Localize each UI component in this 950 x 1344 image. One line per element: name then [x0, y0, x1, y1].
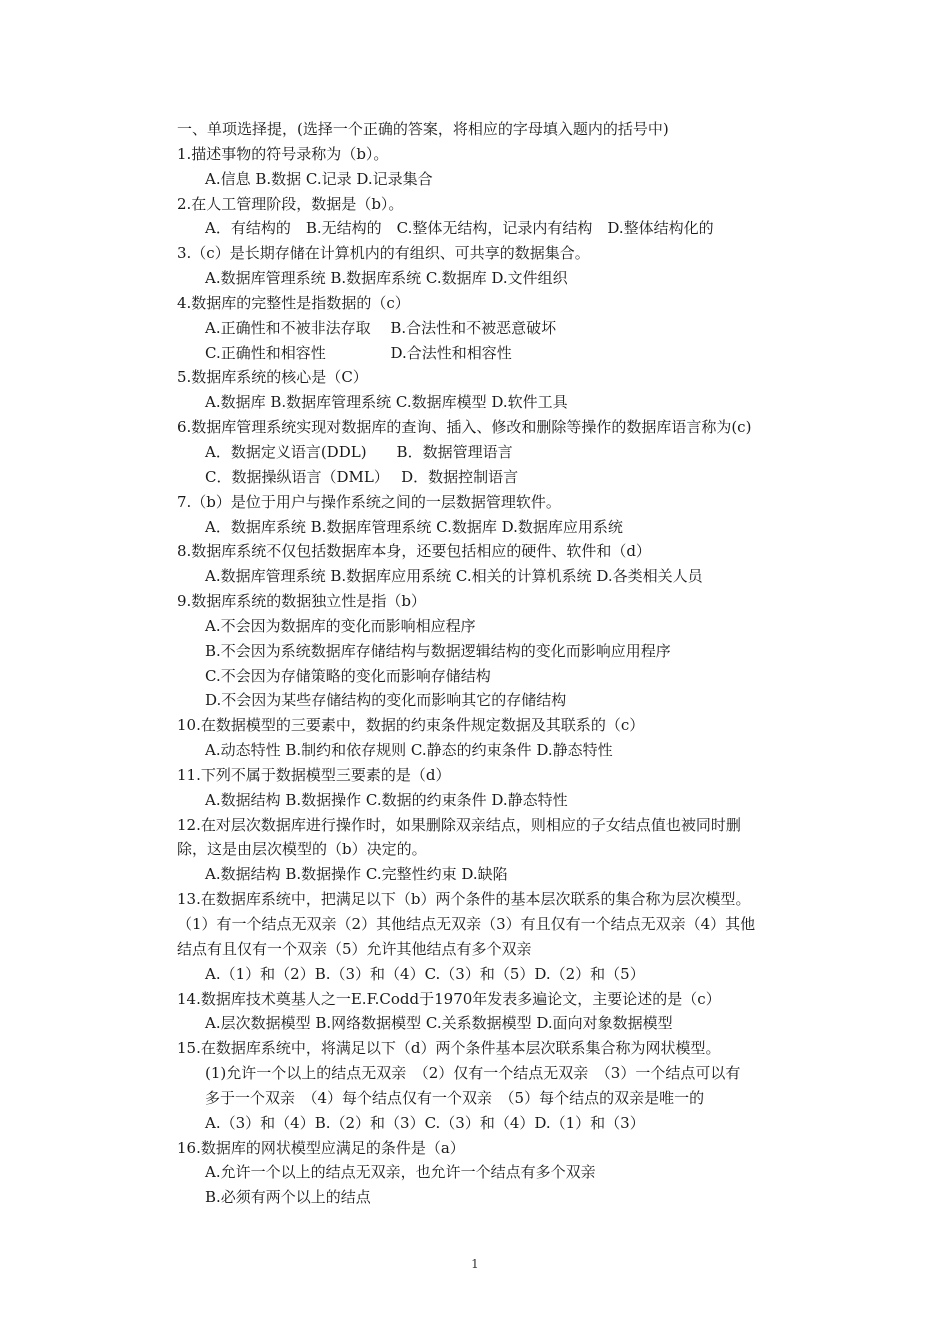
answer-option-line: C.不会因为存储策略的变化而影响存储结构	[205, 666, 491, 685]
answer-option-line: A.信息 B.数据 C.记录 D.记录集合	[205, 169, 433, 188]
question-line: 12.在对层次数据库进行操作时，如果删除双亲结点，则相应的子女结点值也被同时删	[177, 815, 741, 834]
section-heading: 一、单项选择提，(选择一个正确的答案，将相应的字母填入题内的括号中)	[177, 120, 669, 138]
answer-option-line: 多于一个双亲 （4）每个结点仅有一个双亲 （5）每个结点的双亲是唯一的	[205, 1088, 705, 1107]
answer-option-line: D.不会因为某些存储结构的变化而影响其它的存储结构	[205, 691, 567, 710]
answer-option-line: A.允许一个以上的结点无双亲，也允许一个结点有多个双亲	[205, 1163, 596, 1182]
question-line: 2.在人工管理阶段，数据是（b）。	[177, 194, 404, 213]
question-line: 9.数据库系统的数据独立性是指（b）	[177, 592, 426, 611]
question-line: （1）有一个结点无双亲（2）其他结点无双亲（3）有且仅有一个结点无双亲（4）其他	[177, 915, 756, 933]
question-line: 15.在数据库系统中，将满足以下（d）两个条件基本层次联系集合称为网状模型。	[177, 1039, 721, 1058]
answer-option-line: A.数据库管理系统 B.数据库应用系统 C.相关的计算机系统 D.各类相关人员	[205, 567, 703, 586]
answer-option-line: A.（1）和（2）B.（3）和（4）C.（3）和（5）D.（2）和（5）	[205, 964, 645, 983]
question-line: 7.（b）是位于用户与操作系统之间的一层数据管理软件。	[177, 492, 561, 511]
answer-option-line: B.必须有两个以上的结点	[205, 1188, 371, 1207]
answer-option-line: A.正确性和不被非法存取 B.合法性和不被恶意破坏	[205, 318, 557, 337]
question-line: 4.数据库的完整性是指数据的（c）	[177, 293, 410, 312]
answer-option-line: A.数据库管理系统 B.数据库系统 C.数据库 D.文件组织	[205, 269, 568, 288]
document-body	[177, 117, 817, 1210]
question-line: 8.数据库系统不仅包括数据库本身，还要包括相应的硬件、软件和（d）	[177, 542, 651, 561]
page-number: 1	[471, 1257, 479, 1271]
answer-option-line: A．有结构的 B.无结构的 C.整体无结构，记录内有结构 D.整体结构化的	[205, 219, 714, 238]
answer-option-line: C．数据操纵语言（DML） D．数据控制语言	[205, 467, 519, 486]
question-line: 1.描述事物的符号录称为（b）。	[177, 144, 389, 163]
question-line: 6.数据库管理系统实现对数据库的查询、插入、修改和删除等操作的数据库语言称为(c)	[177, 418, 752, 437]
answer-option-line: A.动态特性 B.制约和依存规则 C.静态的约束条件 D.静态特性	[205, 741, 613, 760]
answer-option-line: A．数据库系统 B.数据库管理系统 C.数据库 D.数据库应用系统	[205, 517, 623, 536]
answer-option-line: A.数据结构 B.数据操作 C.数据的约束条件 D.静态特性	[205, 790, 568, 809]
question-line: 结点有且仅有一个双亲（5）允许其他结点有多个双亲	[177, 939, 532, 958]
answer-option-line: A.数据库 B.数据库管理系统 C.数据库模型 D.软件工具	[205, 393, 568, 412]
question-line: 16.数据库的网状模型应满足的条件是（a）	[177, 1138, 465, 1157]
question-line: 5.数据库系统的核心是（C）	[177, 368, 368, 387]
question-line: 14.数据库技术奠基人之一E.F.Codd于1970年发表多遍论文，主要论述的是（c）	[177, 989, 721, 1008]
question-line: 除，这是由层次模型的（b）决定的。	[177, 840, 427, 859]
question-line: 11.下列不属于数据模型三要素的是（d）	[177, 765, 451, 784]
question-line: 3.（c）是长期存储在计算机内的有组织、可共享的数据集合。	[177, 244, 590, 263]
answer-option-line: A.（3）和（4）B.（2）和（3）C.（3）和（4）D.（1）和（3）	[205, 1113, 645, 1132]
question-line: 10.在数据模型的三要素中，数据的约束条件规定数据及其联系的（c）	[177, 716, 645, 735]
answer-option-line: A．数据定义语言(DDL) B．数据管理语言	[205, 442, 513, 461]
answer-option-line: B.不会因为系统数据库存储结构与数据逻辑结构的变化而影响应用程序	[205, 641, 671, 660]
answer-option-line: A.层次数据模型 B.网络数据模型 C.关系数据模型 D.面向对象数据模型	[205, 1014, 673, 1033]
question-line: 13.在数据库系统中，把满足以下（b）两个条件的基本层次联系的集合称为层次模型。	[177, 890, 751, 909]
answer-option-line: A.不会因为数据库的变化而影响相应程序	[205, 616, 476, 635]
answer-option-line: A.数据结构 B.数据操作 C.完整性约束 D.缺陷	[205, 865, 508, 884]
answer-option-line: (1)允许一个以上的结点无双亲 （2）仅有一个结点无双亲 （3）一个结点可以有	[205, 1064, 741, 1083]
answer-option-line: C.正确性和相容性 D.合法性和相容性	[205, 343, 512, 362]
